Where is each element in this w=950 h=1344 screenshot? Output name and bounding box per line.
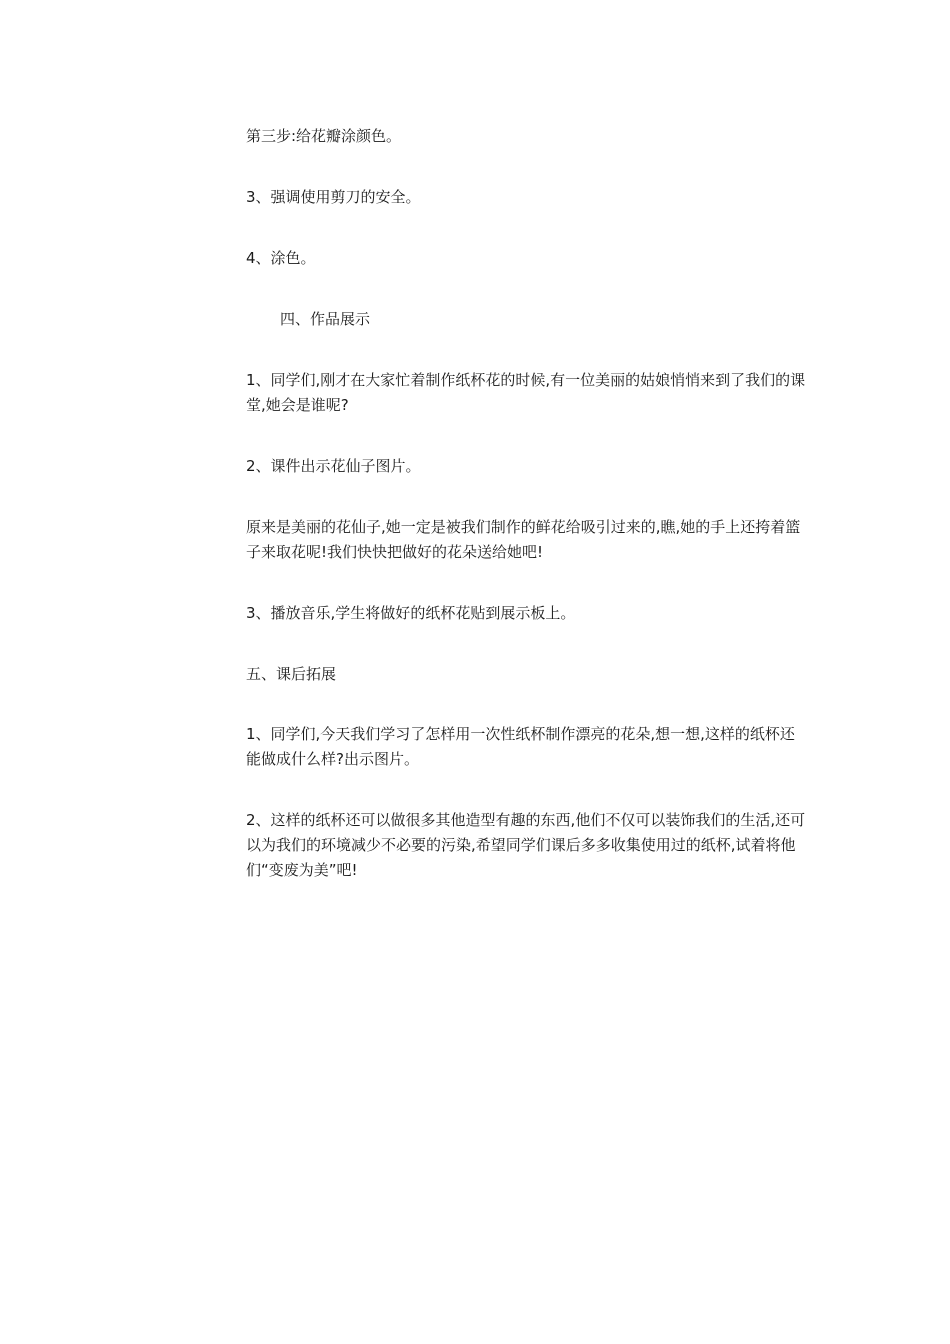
extension-closing-paragraph: 2、这样的纸杯还可以做很多其他造型有趣的东西,他们不仅可以装饰我们的生活,还可以为我们的环境减少不必要的污染,希望同学们课后多多收集使用过的纸杯,试着将他们“变废为美”吧!: [246, 811, 806, 879]
extension-question-paragraph: 1、同学们,今天我们学习了怎样用一次性纸杯制作漂亮的花朵,想一想,这样的纸杯还能做成什么样?出示图片。: [246, 725, 795, 768]
step-three-paragraph: 第三步:给花瓣涂颜色。: [246, 127, 402, 145]
fairy-image-paragraph: 2、课件出示花仙子图片。: [246, 457, 421, 475]
section-heading-extension: 五、课后拓展: [246, 665, 337, 683]
fairy-intro-paragraph: 1、同学们,刚才在大家忙着制作纸杯花的时候,有一位美丽的姑娘悄悄来到了我们的课堂,她会是谁呢?: [246, 371, 806, 414]
section-heading-display: 四、作品展示: [280, 310, 371, 328]
fairy-story-paragraph: 原来是美丽的花仙子,她一定是被我们制作的鲜花给吸引过来的,瞧,她的手上还挎着篮子来取花呢!我们快快把做好的花朵送给她吧!: [246, 518, 801, 561]
coloring-paragraph: 4、涂色。: [246, 249, 316, 267]
scissors-safety-paragraph: 3、强调使用剪刀的安全。: [246, 188, 421, 206]
music-display-paragraph: 3、播放音乐,学生将做好的纸杯花贴到展示板上。: [246, 604, 576, 622]
